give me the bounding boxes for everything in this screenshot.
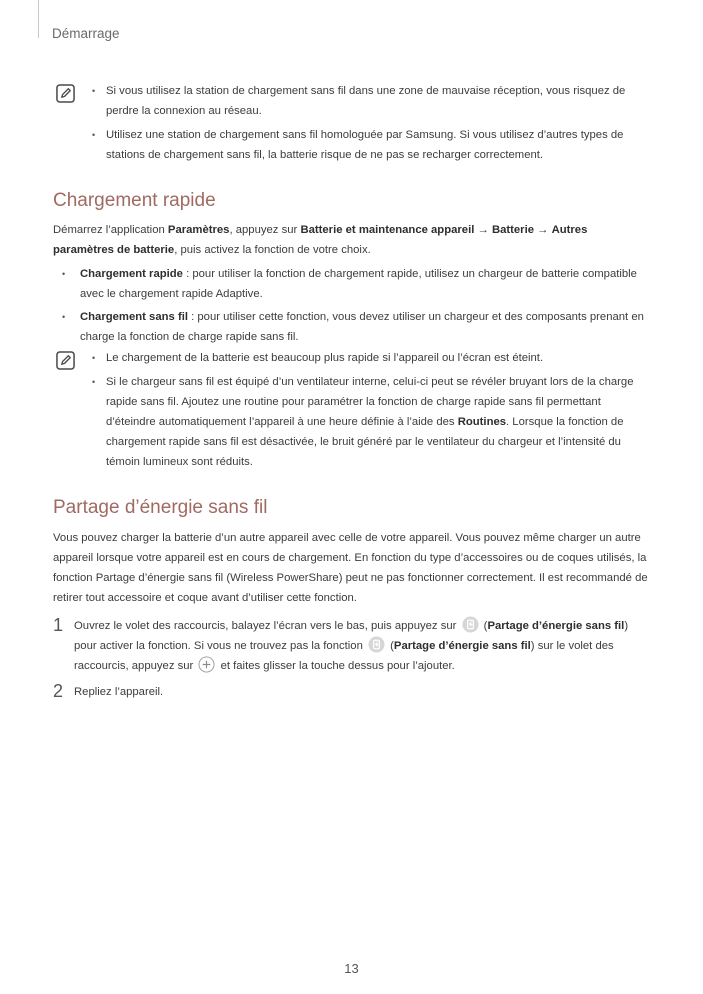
routines-label: Routines: [457, 416, 507, 428]
note-item: • Utilisez une station de chargement sans fil homologuée par Samsung. Si vous utilisez d’autres types de stations de chargement sans fil, la batterie risque de ne pas se recharger correctement.: [90, 125, 652, 165]
step-2: 2 Repliez l’appareil.: [53, 681, 164, 701]
step-number: 1: [53, 615, 64, 635]
menu-path-autres-parametres: Autres paramètres de batterie: [53, 224, 588, 256]
menu-path-batterie: Batterie: [491, 224, 535, 236]
note-box-1: [52, 81, 652, 169]
note-item: • Si vous utilisez la station de chargement sans fil dans une zone de mauvaise réception, vous risquez de perdre la connexion au réseau.: [90, 81, 652, 121]
add-icon: [198, 656, 215, 673]
note-list: [52, 348, 652, 472]
section2-intro: Vous pouvez charger la batterie d’un autre appareil avec celle de votre appareil. Vous pouvez même charger un autre appareil lorsque votre appareil est en cours de chargement. En fonction du type d’accessoires ou de coques utilisés, la fonction Partage d’énergie sans fil (Wireless PowerShare) peut ne pas fonctionner correctement. Il est recommandé de retirer tout accessoire et coque avant d’utiliser cette fonction.: [53, 532, 648, 604]
page-header: Démarrage: [52, 26, 120, 41]
note-item: • Si le chargeur sans fil est équipé d’un ventilateur interne, celui-ci peut se révéler bruyant lors de la charge rapide sans fil. Ajoutez une routine pour paramétrer la fonction de charge rapide sans fil permettant d’éteindre automatiquement l’appareil à une heure définie à l’aide des Routines. Lorsque la fonction de chargement rapide sans fil est désactivée, le bruit généré par le ventilateur du chargeur et l’intensité du témoin lumineux sont réduits.: [90, 372, 652, 472]
note-box-2: [52, 348, 652, 476]
section1-bullets: [53, 264, 649, 350]
section-title-partage-energie: Partage d’énergie sans fil: [53, 497, 268, 518]
menu-path-parametres: Paramètres: [167, 224, 230, 236]
note-icon: [56, 351, 75, 370]
menu-path-batterie-maintenance: Batterie et maintenance appareil: [300, 224, 475, 236]
wireless-powershare-icon: [462, 616, 479, 633]
bullet-chargement-rapide: • Chargement rapide : pour utiliser la fonction de chargement rapide, utilisez un chargeur de batterie compatible avec le chargement rapide Adaptive.: [53, 264, 649, 304]
header-divider: [38, 0, 39, 38]
note-list: [52, 81, 652, 165]
note-item: • Le chargement de la batterie est beaucoup plus rapide si l’appareil ou l’écran est éteint.: [90, 348, 652, 368]
page-number: 13: [344, 961, 359, 976]
bullet-chargement-sans-fil: • Chargement sans fil : pour utiliser cette fonction, vous devez utiliser un chargeur et des composants prenant en charge la fonction de charge rapide sans fil.: [53, 307, 649, 347]
step-number: 2: [53, 681, 64, 701]
section-title-chargement-rapide: Chargement rapide: [53, 190, 216, 211]
wireless-powershare-icon: [368, 636, 385, 653]
step-1: 1 Ouvrez le volet des raccourcis, balayez l’écran vers le bas, puis appuyez sur (Partage d’énergie sans fil) pour activer la fonction. Si vous ne trouvez pas la fonction (Partage d’énergie sans fil) sur le volet des raccourcis, appuyez sur et faites glisser la touche dessus pour l’ajouter.: [53, 615, 629, 672]
section1-intro: Démarrez l’application Paramètres, appuyez sur Batterie et maintenance appareil → Batterie → Autres paramètres de batterie, puis activez la fonction de votre choix.: [53, 224, 588, 256]
note-icon: [56, 84, 75, 103]
